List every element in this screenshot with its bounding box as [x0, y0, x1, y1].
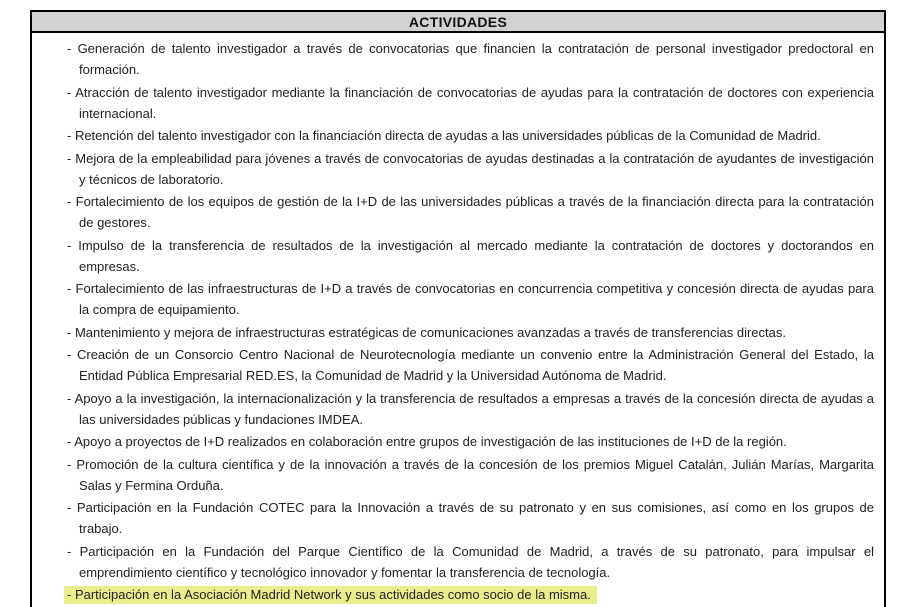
- table-header: [32, 12, 884, 33]
- list-item: [67, 584, 874, 605]
- list-item: [67, 541, 874, 583]
- list-item: [67, 344, 874, 386]
- list-item: [67, 191, 874, 233]
- list-item: [67, 125, 874, 146]
- table-header-title: ACTIVIDADES: [408, 13, 508, 30]
- list-item: [67, 431, 874, 452]
- activity-text: - Promoción de la cultura científica y de la innovación a través de la concesión de los premios Miguel Catalán, Julián Marías, Margarita Salas y Fermina Orduña.: [67, 456, 874, 493]
- activity-text-highlighted: - Participación en la Asociación Madrid Network y sus actividades como socio de la misma.: [64, 586, 597, 604]
- list-item: [67, 322, 874, 343]
- activity-text: - Participación en la Fundación del Parque Científico de la Comunidad de Madrid, a través de su patronato, para impulsar el emprendimiento científico y tecnológico innovador y fomentar la transferencia de tecnología.: [67, 543, 874, 580]
- list-item: [67, 388, 874, 430]
- list-item: [67, 38, 874, 80]
- activity-text: - Creación de un Consorcio Centro Nacional de Neurotecnología mediante un convenio entre la Administración General del Estado, la Entidad Pública Empresarial RED.ES, la Comunidad de Madrid y la Universidad Autónoma de Madrid.: [67, 347, 874, 383]
- activity-text: - Generación de talento investigador a través de convocatorias que financien la contratación de personal investigador predoctoral en formación.: [67, 41, 874, 77]
- activity-text: - Impulso de la transferencia de resultados de la investigación al mercado mediante la contratación de doctores y doctorandos en empresas.: [67, 237, 874, 274]
- activity-text: - Atracción de talento investigador mediante la financiación de convocatorias de ayudas para la contratación de doctores con experiencia internacional.: [67, 84, 874, 121]
- actividades-table: [30, 10, 886, 607]
- activities-list: [32, 33, 884, 605]
- activity-text: - Fortalecimiento de los equipos de gestión de la I+D de las universidades públicas a través de la financiación directa para la contratación de gestores.: [67, 194, 874, 230]
- list-item: [67, 278, 874, 320]
- list-item: [67, 235, 874, 277]
- list-item: [67, 454, 874, 496]
- list-item: [67, 82, 874, 124]
- activity-text: - Apoyo a la investigación, la internacionalización y la transferencia de resultados a empresas a través de la concesión directa de ayudas a las universidades públicas y fundaciones IMDEA.: [67, 390, 874, 427]
- activity-text: - Participación en la Fundación COTEC para la Innovación a través de su patronato y en sus comisiones, así como en los grupos de trabajo.: [67, 500, 874, 536]
- activity-text: - Mejora de la empleabilidad para jóvenes a través de convocatorias de ayudas destinadas a la contratación de ayudantes de investigación y técnicos de laboratorio.: [67, 150, 874, 187]
- list-item: [67, 148, 874, 190]
- activity-text: - Apoyo a proyectos de I+D realizados en colaboración entre grupos de investigación de las instituciones de I+D de la región.: [67, 434, 787, 449]
- list-item: [67, 497, 874, 539]
- activity-text: - Mantenimiento y mejora de infraestructuras estratégicas de comunicaciones avanzadas a través de transferencias directas.: [67, 324, 786, 340]
- activity-text: - Retención del talento investigador con la financiación directa de ayudas a las universidades públicas de la Comunidad de Madrid.: [67, 128, 821, 143]
- activity-text: - Fortalecimiento de las infraestructuras de I+D a través de convocatorias en concurrencia competitiva y concesión directa de ayudas para la compra de equipamiento.: [67, 281, 874, 317]
